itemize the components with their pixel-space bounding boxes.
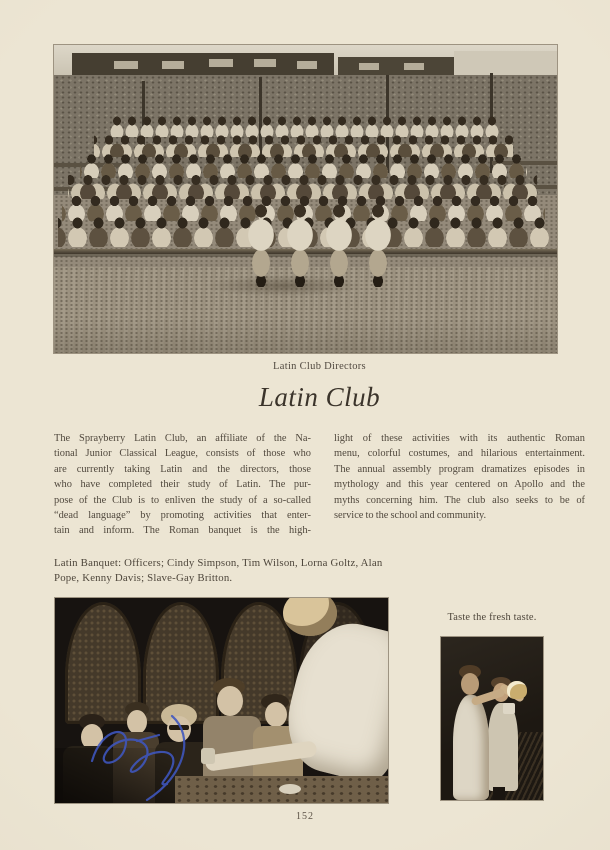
text-line: service to the school and community. [334,509,487,521]
signature-ink [77,706,277,803]
girl-dress [453,695,489,800]
cup [503,703,515,714]
front-row-sitters [242,201,398,287]
text-line: light of these activities with its authentic Roman [334,433,585,444]
photo-window [114,61,138,69]
page-number: 152 [296,811,314,822]
text-line: are currently taking Latin and the directors, those [54,463,311,475]
table-dish [279,784,301,794]
text-line: tional Junior Classical League, consists of those who [54,448,311,460]
caption-line: Pope, Kenny Davis; Slave-Gay Britton. [54,571,233,584]
girl-dress [488,703,518,791]
text-line: pose of the Club is to enliven the study of a so-called [54,494,311,506]
text-line: menu, colorful costumes, and hilarious entertainment. [334,448,585,460]
text-line: The Sprayberry Latin Club, an affiliate of the Na- [54,433,311,444]
photo-window [297,61,317,69]
text-line: who have completed their study of Latin. The pur- [54,479,311,491]
taste-photo-caption: Taste the fresh taste. [447,612,537,623]
photo-window [162,61,184,69]
photo-window [254,59,276,67]
page-title: Latin Club [258,382,381,412]
banquet-photo [55,598,388,803]
text-line: The annual assembly program dramatizes episodes in [334,463,585,475]
article-column-right [334,431,585,523]
pouring-photo [441,637,543,800]
text-line: mythology and this year centered on Apollo and the [334,479,585,491]
group-photo-caption: Latin Club Directors [273,361,366,372]
photo-window [404,63,424,70]
caption-line: Latin Banquet: Officers; Cindy Simpson, Tim Wilson, Lorna Goltz, Alan [54,557,383,569]
photo-window [209,59,233,67]
article-column-left [54,431,311,539]
group-photo [54,45,557,353]
banquet-photo-caption [54,556,382,585]
pitcher [507,681,527,699]
girl-leg [493,787,505,800]
photo-window [359,63,379,70]
text-line: myths concerning him. The club also seeks to be of [334,494,585,506]
text-line: “dead language” by promoting activities that enter- [54,509,311,521]
girl-face [461,673,479,695]
text-line: tain and inform. The Roman banquet is the high- [54,525,311,537]
